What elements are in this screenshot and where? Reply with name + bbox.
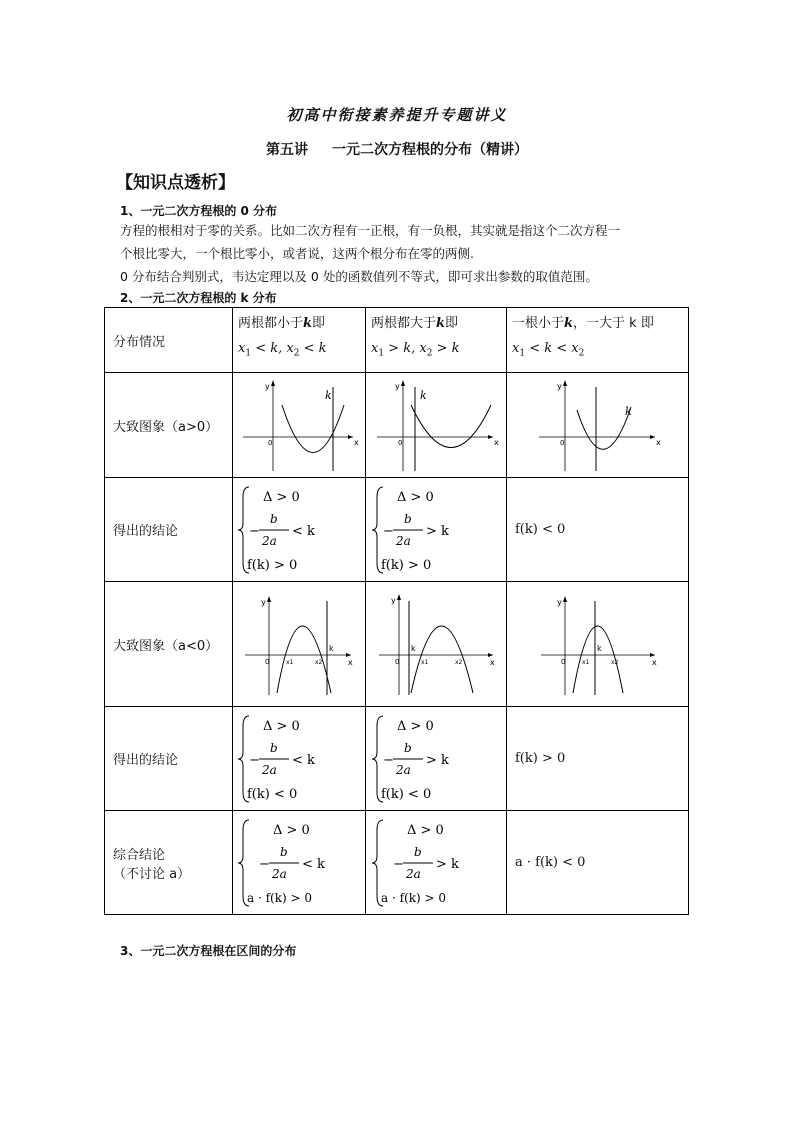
svg-text:f(k) < 0: f(k) < 0 xyxy=(247,786,298,802)
graph-cell xyxy=(366,373,507,478)
svg-text:0: 0 xyxy=(265,658,270,666)
svg-text:a · f(k) > 0: a · f(k) > 0 xyxy=(247,890,312,905)
graph-cell xyxy=(233,373,366,478)
svg-text:y: y xyxy=(265,382,270,391)
header-cell-3: 一根小于k，一大于 k 即 $x_1 < k < x_2$ xyxy=(507,308,689,373)
table-row xyxy=(105,707,689,811)
document-title: 初高中衔接素养提升专题讲义 xyxy=(286,106,508,124)
svg-text:−: − xyxy=(249,752,260,768)
graph-downward-both-greater xyxy=(373,589,499,699)
row-label-line: 综合结论 xyxy=(113,847,166,863)
subsection-1-title: 1、一元二次方程根的 0 分布 xyxy=(120,204,278,218)
row-label xyxy=(105,811,233,915)
svg-text:2a: 2a xyxy=(396,762,411,777)
svg-text:0: 0 xyxy=(268,439,273,447)
svg-text:2a: 2a xyxy=(262,533,277,548)
inequality-system-all-2 xyxy=(371,816,501,910)
svg-text:Δ > 0: Δ > 0 xyxy=(263,489,300,505)
table-row xyxy=(105,478,689,582)
graph-downward-both-less xyxy=(239,589,359,699)
svg-text:k: k xyxy=(329,644,334,653)
svg-text:x: x xyxy=(494,438,499,447)
row-label-line: （不讨论 a） xyxy=(113,866,191,882)
conclusion-cell: f(k) < 0 xyxy=(507,478,689,582)
row-label: 大致图象（a>0） xyxy=(105,373,233,478)
svg-text:−: − xyxy=(259,856,270,872)
table-row xyxy=(105,308,689,373)
svg-text:y: y xyxy=(556,382,562,391)
svg-text:x1: x1 xyxy=(581,659,589,666)
svg-text:< k: < k xyxy=(292,752,315,768)
subsection-2-title: 2、一元二次方程根的 k 分布 xyxy=(120,291,277,305)
svg-text:x: x xyxy=(655,438,661,447)
svg-text:2a: 2a xyxy=(272,866,287,881)
svg-text:x2: x2 xyxy=(455,659,463,666)
svg-text:> k: > k xyxy=(426,752,449,768)
svg-text:y: y xyxy=(391,596,396,605)
conclusion-cell xyxy=(366,478,507,582)
graph-cell xyxy=(233,582,366,707)
graph-cell xyxy=(507,373,689,478)
svg-text:b: b xyxy=(404,740,412,755)
row-label: 分布情况 xyxy=(105,308,233,373)
conclusion-cell xyxy=(233,811,366,915)
graph-upward-both-greater xyxy=(373,375,499,475)
svg-text:k: k xyxy=(624,405,632,418)
root-distribution-table xyxy=(104,307,689,915)
svg-text:2a: 2a xyxy=(262,762,277,777)
conclusion-cell xyxy=(366,707,507,811)
svg-text:Δ > 0: Δ > 0 xyxy=(397,718,434,734)
inequality-system-neg-2 xyxy=(371,712,501,806)
svg-text:2a: 2a xyxy=(396,533,411,548)
paragraph-line: 个根比零大，一个根比零小，或者说，这两个根分布在零的两侧. xyxy=(120,246,474,261)
section-heading: 【知识点透析】 xyxy=(116,173,235,193)
subsection-3-title: 3、一元二次方程根在区间的分布 xyxy=(120,944,297,958)
graph-upward-straddle xyxy=(535,375,661,475)
paragraph-line: 0 分布结合判别式，韦达定理以及 0 处的函数值列不等式，即可求出参数的取值范围。 xyxy=(120,269,598,284)
header-cell-2: 两根都大于k即 $x_1 > k$, $x_2 > k$ xyxy=(366,308,507,373)
graph-upward-both-less xyxy=(239,375,359,475)
svg-text:b: b xyxy=(280,844,288,859)
svg-text:< k: < k xyxy=(302,856,325,872)
svg-text:> k: > k xyxy=(426,523,449,539)
graph-downward-straddle xyxy=(535,589,661,699)
svg-text:b: b xyxy=(404,511,412,526)
svg-text:−: − xyxy=(383,523,394,539)
svg-text:Δ > 0: Δ > 0 xyxy=(407,822,444,838)
svg-text:0: 0 xyxy=(560,658,565,666)
table-row xyxy=(105,582,689,707)
svg-text:x2: x2 xyxy=(315,659,323,666)
inequality-system-pos-2 xyxy=(371,483,501,577)
header-cell-1: 两根都小于k即 $x_1 < k$, $x_2 < k$ xyxy=(233,308,366,373)
svg-text:k: k xyxy=(420,389,427,402)
svg-text:k: k xyxy=(411,644,416,653)
svg-text:−: − xyxy=(393,856,404,872)
row-label: 得出的结论 xyxy=(105,707,233,811)
lecture-name: 一元二次方程根的分布（精讲） xyxy=(332,142,528,158)
svg-text:b: b xyxy=(270,740,278,755)
svg-text:x1: x1 xyxy=(421,659,429,666)
inequality-system-all-1 xyxy=(237,816,361,910)
svg-text:y: y xyxy=(395,382,400,391)
svg-text:0: 0 xyxy=(559,439,564,447)
svg-text:y: y xyxy=(261,598,266,607)
svg-text:> k: > k xyxy=(436,856,459,872)
conclusion-cell xyxy=(366,811,507,915)
table-row xyxy=(105,373,689,478)
svg-text:x: x xyxy=(354,438,359,447)
svg-text:Δ > 0: Δ > 0 xyxy=(263,718,300,734)
conclusion-cell xyxy=(233,478,366,582)
svg-text:Δ > 0: Δ > 0 xyxy=(397,489,434,505)
graph-cell xyxy=(366,582,507,707)
svg-text:x: x xyxy=(348,658,353,667)
svg-text:x: x xyxy=(651,658,657,667)
svg-text:y: y xyxy=(556,598,562,607)
row-label: 大致图象（a<0） xyxy=(105,582,233,707)
subsection-1-body xyxy=(120,219,690,288)
conclusion-cell: a · f(k) < 0 xyxy=(507,811,689,915)
svg-text:f(k) > 0: f(k) > 0 xyxy=(381,557,432,573)
svg-text:x: x xyxy=(490,658,495,667)
lecture-title xyxy=(0,139,794,159)
inequality-system-pos-1 xyxy=(237,483,361,577)
svg-text:Δ > 0: Δ > 0 xyxy=(273,822,310,838)
svg-text:a · f(k) > 0: a · f(k) > 0 xyxy=(381,890,446,905)
svg-text:0: 0 xyxy=(395,658,400,666)
svg-text:0: 0 xyxy=(398,439,403,447)
svg-text:k: k xyxy=(325,389,332,402)
svg-text:f(k) < 0: f(k) < 0 xyxy=(381,786,432,802)
graph-cell xyxy=(507,582,689,707)
conclusion-cell xyxy=(233,707,366,811)
conclusion-cell: f(k) > 0 xyxy=(507,707,689,811)
svg-text:x1: x1 xyxy=(286,659,294,666)
svg-text:k: k xyxy=(596,644,602,653)
svg-text:2a: 2a xyxy=(406,866,421,881)
svg-text:x2: x2 xyxy=(610,659,618,666)
svg-text:−: − xyxy=(249,523,260,539)
table-row xyxy=(105,811,689,915)
svg-text:b: b xyxy=(270,511,278,526)
inequality-system-neg-1 xyxy=(237,712,361,806)
svg-text:b: b xyxy=(414,844,422,859)
svg-text:−: − xyxy=(383,752,394,768)
paragraph-line: 方程的根相对于零的关系。比如二次方程有一正根，有一负根，其实就是指这个二次方程一 xyxy=(120,223,621,238)
row-label: 得出的结论 xyxy=(105,478,233,582)
svg-text:f(k) > 0: f(k) > 0 xyxy=(247,557,298,573)
svg-text:< k: < k xyxy=(292,523,315,539)
lecture-number: 第五讲 xyxy=(266,142,308,158)
